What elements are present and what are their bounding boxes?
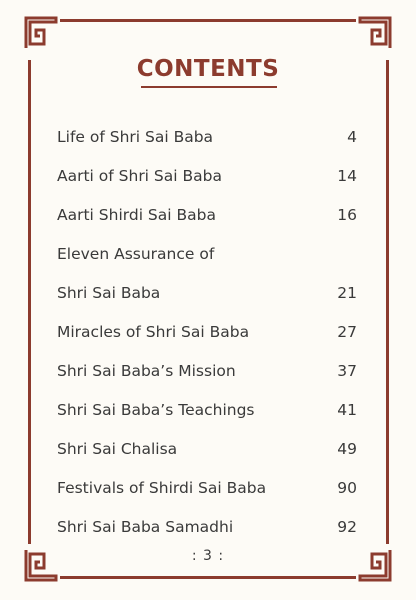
toc-entry[interactable] — [57, 440, 357, 479]
toc-entry[interactable] — [57, 245, 357, 284]
toc-entry-title: Shri Sai Baba Samadhi — [57, 518, 234, 536]
toc-entry-title: Festivals of Shirdi Sai Baba — [57, 479, 267, 497]
toc-entry-title: Aarti Shirdi Sai Baba — [57, 206, 216, 224]
frame-right-line — [386, 60, 389, 544]
toc-entry-title: Life of Shri Sai Baba — [57, 128, 214, 146]
frame-left-line — [28, 60, 31, 544]
toc-entry-title: Miracles of Shri Sai Baba — [57, 323, 250, 341]
corner-ornament-top-left-icon — [24, 16, 58, 50]
toc-entry-title: Eleven Assurance of — [57, 245, 215, 263]
corner-ornament-top-right-icon — [358, 16, 392, 50]
toc-entry[interactable] — [57, 401, 357, 440]
toc-entry[interactable] — [57, 128, 357, 167]
toc-entry-page: 27 — [337, 323, 357, 341]
frame-bottom-line — [60, 576, 356, 579]
toc-entry-title: Aarti of Shri Sai Baba — [57, 167, 222, 185]
toc-entry-page: 4 — [347, 128, 357, 146]
toc-entry-page: 37 — [337, 362, 357, 380]
footer-page-number: : 3 : — [191, 548, 225, 564]
frame-top-line — [60, 19, 356, 22]
toc-entry-page: 90 — [337, 479, 357, 497]
title-underline — [141, 86, 277, 88]
toc-entry-page: 14 — [337, 167, 357, 185]
toc-entry-title: Shri Sai Baba — [57, 284, 161, 302]
toc-entry[interactable] — [57, 323, 357, 362]
toc-entry-page: 16 — [337, 206, 357, 224]
toc-entry-page: 21 — [337, 284, 357, 302]
table-of-contents — [57, 128, 357, 557]
toc-entry[interactable] — [57, 284, 357, 323]
toc-entry[interactable] — [57, 479, 357, 518]
toc-entry[interactable] — [57, 167, 357, 206]
toc-entry-page: 92 — [337, 518, 357, 536]
toc-entry-title: Shri Sai Chalisa — [57, 440, 178, 458]
toc-entry-page: 41 — [337, 401, 357, 419]
toc-entry[interactable] — [57, 362, 357, 401]
toc-entry-title: Shri Sai Baba’s Teachings — [57, 401, 255, 419]
toc-entry-title: Shri Sai Baba’s Mission — [57, 362, 236, 380]
toc-entry[interactable] — [57, 206, 357, 245]
toc-entry-page: 49 — [337, 440, 357, 458]
page-title: CONTENTS — [136, 56, 280, 82]
